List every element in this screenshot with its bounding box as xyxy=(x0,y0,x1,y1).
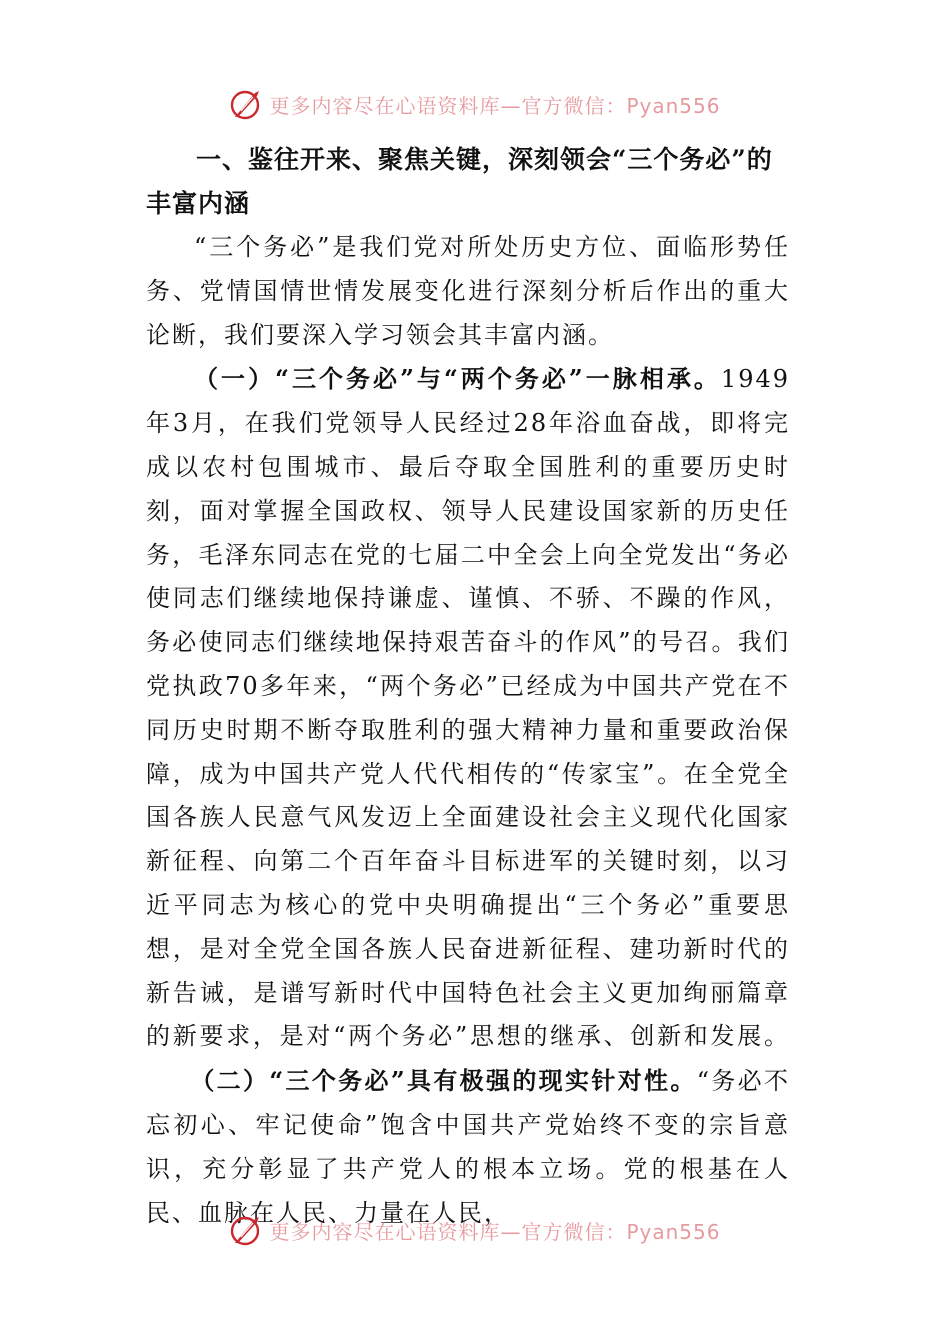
document-body xyxy=(146,138,790,1235)
quill-pen-circle-icon xyxy=(229,87,263,121)
watermark-header xyxy=(0,84,950,124)
watermark-footer xyxy=(0,1210,950,1250)
subheading-one: （一）“三个务必”与“两个务必”一脉相承。 xyxy=(194,364,721,394)
paragraph-section-one xyxy=(146,357,790,1235)
watermark-text: 更多内容尽在心语资料库—官方微信：Pyan556 xyxy=(269,93,721,118)
paragraph-intro-text: “三个务必”是我们党对所处历史方位、面临形势任务、党情国情世情发展变化进行深刻分析后作出的重大论断，我们要深入学习领会其丰富内涵。 xyxy=(146,233,790,349)
watermark-text: 更多内容尽在心语资料库—官方微信：Pyan556 xyxy=(269,1219,721,1244)
section-heading: 一、鉴往开来、聚焦关键，深刻领会“三个务必”的丰富内涵 xyxy=(146,145,773,218)
subheading-two: （二）“三个务必”具有极强的现实针对性。 xyxy=(190,1066,697,1096)
paragraph-intro xyxy=(146,226,790,357)
quill-pen-circle-icon xyxy=(229,1213,263,1247)
paragraph-section-two-text: “务必不忘初心、牢记使命”饱含中国共产党始终不变的宗旨意识，充分彰显了共产党人的根本立场。党的根基在人民、血脉在人民、力量在人民， xyxy=(146,1067,791,1227)
paragraph-section-one-text: 1949年3月，在我们党领导人民经过28年浴血奋战，即将完成以农村包围城市、最后夺取全国胜利的重要历史时刻，面对掌握全国政权、领导人民建设国家新的历史任务，毛泽东同志在党的七届二中全会上向全党发出“务必使同志们继续地保持谦虚、谨慎、不骄、不躁的作风，务必使同志们继续地保持艰苦奋斗的作风”的号召。我们党执政70多年来，“两个务必”已经成为中国共产党在不同历史时期不断夺取胜利的强大精神力量和重要政治保障，成为中国共产党人代代相传的“传家宝”。在全党全国各族人民意气风发迈上全面建设社会主义现代化国家新征程、向第二个百年奋斗目标进军的关键时刻，以习近平同志为核心的党中央明确提出“三个务必”重要思想，是对全党全国各族人民奋进新征程、建功新时代的新告诫，是谱写新时代中国特色社会主义更加绚丽篇章的新要求，是对“两个务必”思想的继承、创新和发展。 xyxy=(146,365,790,1051)
